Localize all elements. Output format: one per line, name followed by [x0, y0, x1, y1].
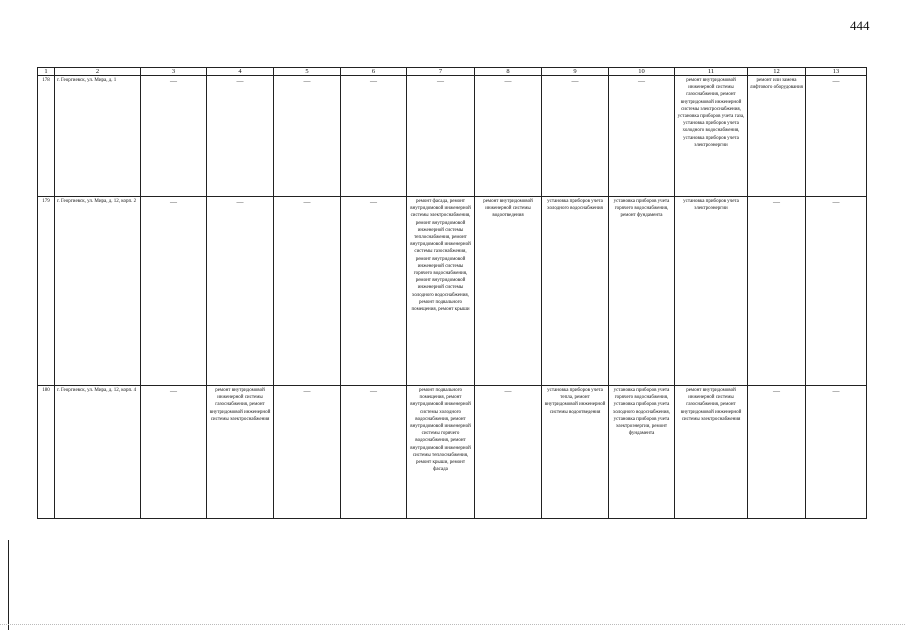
dash-value: —: [437, 77, 444, 85]
table-cell: [207, 76, 274, 197]
table-cell: [141, 386, 207, 519]
dash-value: —: [370, 77, 377, 85]
dash-value: —: [370, 198, 377, 206]
table-cell: [141, 197, 207, 386]
capital-repair-table: [37, 67, 867, 519]
column-header: 7: [407, 68, 475, 76]
table-cell: [806, 76, 867, 197]
column-header: 8: [475, 68, 542, 76]
dash-value: —: [303, 387, 311, 395]
work-description-cell: ремонт внутридомовой инженерной системы водоотведения: [475, 197, 542, 386]
column-header: 12: [748, 68, 806, 76]
dash-value: —: [170, 77, 177, 85]
table-cell: [274, 386, 341, 519]
column-header: 10: [609, 68, 675, 76]
dash-value: —: [236, 198, 244, 206]
address-cell: г. Георгиевск, ул. Мира, д. 12, корп. 2: [55, 197, 141, 386]
table-cell: [806, 386, 867, 519]
dash-value: —: [303, 77, 311, 85]
address-cell: г. Георгиевск, ул. Мира, д. 12, корп. 4: [55, 386, 141, 519]
column-header: 9: [542, 68, 609, 76]
work-description-cell: ремонт внутридомовой инженерной системы газоснабжения, ремонт внутридомовой инженерной системы электроснабжения, установка приборов учета газа, установка приборов учета холодного водоснабжения, установка приборов учета электроэнергии: [675, 76, 748, 197]
work-description-cell: установка приборов учета горячего водоснабжения, ремонт фундамента: [609, 197, 675, 386]
row-number: 178: [38, 76, 55, 197]
table-cell: [274, 76, 341, 197]
table-cell: [609, 76, 675, 197]
dash-value: —: [504, 77, 512, 85]
table-cell: [141, 76, 207, 197]
dash-value: —: [638, 77, 645, 85]
dash-value: —: [571, 77, 579, 85]
row-number: 179: [38, 197, 55, 386]
table-row: [38, 386, 867, 519]
row-number: 180: [38, 386, 55, 519]
column-header: 3: [141, 68, 207, 76]
table-cell: [341, 197, 407, 386]
table-cell: [341, 386, 407, 519]
dash-value: —: [370, 387, 377, 395]
page-number: 444: [850, 18, 870, 33]
table-cell: [475, 76, 542, 197]
column-header: 5: [274, 68, 341, 76]
table-cell: [274, 197, 341, 386]
dash-value: —: [832, 198, 840, 206]
work-description-cell: установка приборов учета горячего водоснабжения, установка приборов учета холодного водоснабжения, установка приборов учета электроэнергии, ремонт фундамента: [609, 386, 675, 519]
dash-value: —: [170, 387, 177, 395]
address-cell: г. Георгиевск, ул. Мира, д. 1: [55, 76, 141, 197]
dash-value: —: [832, 387, 840, 395]
column-number-header-row: [38, 68, 867, 76]
dash-value: —: [303, 198, 311, 206]
work-description-cell: ремонт внутридомовой инженерной системы газоснабжения, ремонт внутридомовой инженерной системы электроснабжения: [675, 386, 748, 519]
column-header: 4: [207, 68, 274, 76]
work-description-cell: ремонт внутридомовой инженерной системы газоснабжения, ремонт внутридомовой инженерной системы электроснабжения: [207, 386, 274, 519]
scan-edge-mark: [8, 540, 9, 630]
work-description-cell: ремонт подвального помещения, ремонт внутридомовой инженерной системы холодного водоснабжения, ремонт внутридомовой инженерной системы горячего водоснабжения, ремонт внутридомовой инженерной системы теплоснабжения, ремонт крыши, ремонт фасада: [407, 386, 475, 519]
work-description-cell: установка приборов учета электроэнергии: [675, 197, 748, 386]
work-description-cell: установка приборов учета холодного водоснабжения: [542, 197, 609, 386]
column-header: 1: [38, 68, 55, 76]
work-description-cell: ремонт фасада, ремонт внутридомовой инженерной системы электроснабжения, ремонт внутридомовой инженерной системы теплоснабжения, ремонт внутридомовой инженерной системы газоснабжения, ремонт внутридомовой инженерной системы горячего водоснабжения, ремонт внутридомовой инженерной системы холодного водоснабжения, ремонт подвального помещения, ремонт крыши: [407, 197, 475, 386]
column-header: 6: [341, 68, 407, 76]
dash-value: —: [773, 198, 780, 206]
column-header: 13: [806, 68, 867, 76]
table-row: [38, 76, 867, 197]
scan-bottom-line: [0, 624, 905, 625]
dash-value: —: [236, 77, 244, 85]
dash-value: —: [832, 77, 840, 85]
table-cell: [806, 197, 867, 386]
dash-value: —: [504, 387, 512, 395]
work-description-cell: ремонт или замена лифтового оборудования: [748, 76, 806, 197]
dash-value: —: [170, 198, 177, 206]
table-cell: [207, 197, 274, 386]
column-header: 2: [55, 68, 141, 76]
table-cell: [748, 197, 806, 386]
work-description-cell: установка приборов учета тепла, ремонт внутридомовой инженерной системы водоотведения: [542, 386, 609, 519]
table-row: [38, 197, 867, 386]
table-cell: [748, 386, 806, 519]
table-cell: [407, 76, 475, 197]
dash-value: —: [773, 387, 780, 395]
table-cell: [475, 386, 542, 519]
table-cell: [542, 76, 609, 197]
column-header: 11: [675, 68, 748, 76]
table-cell: [341, 76, 407, 197]
